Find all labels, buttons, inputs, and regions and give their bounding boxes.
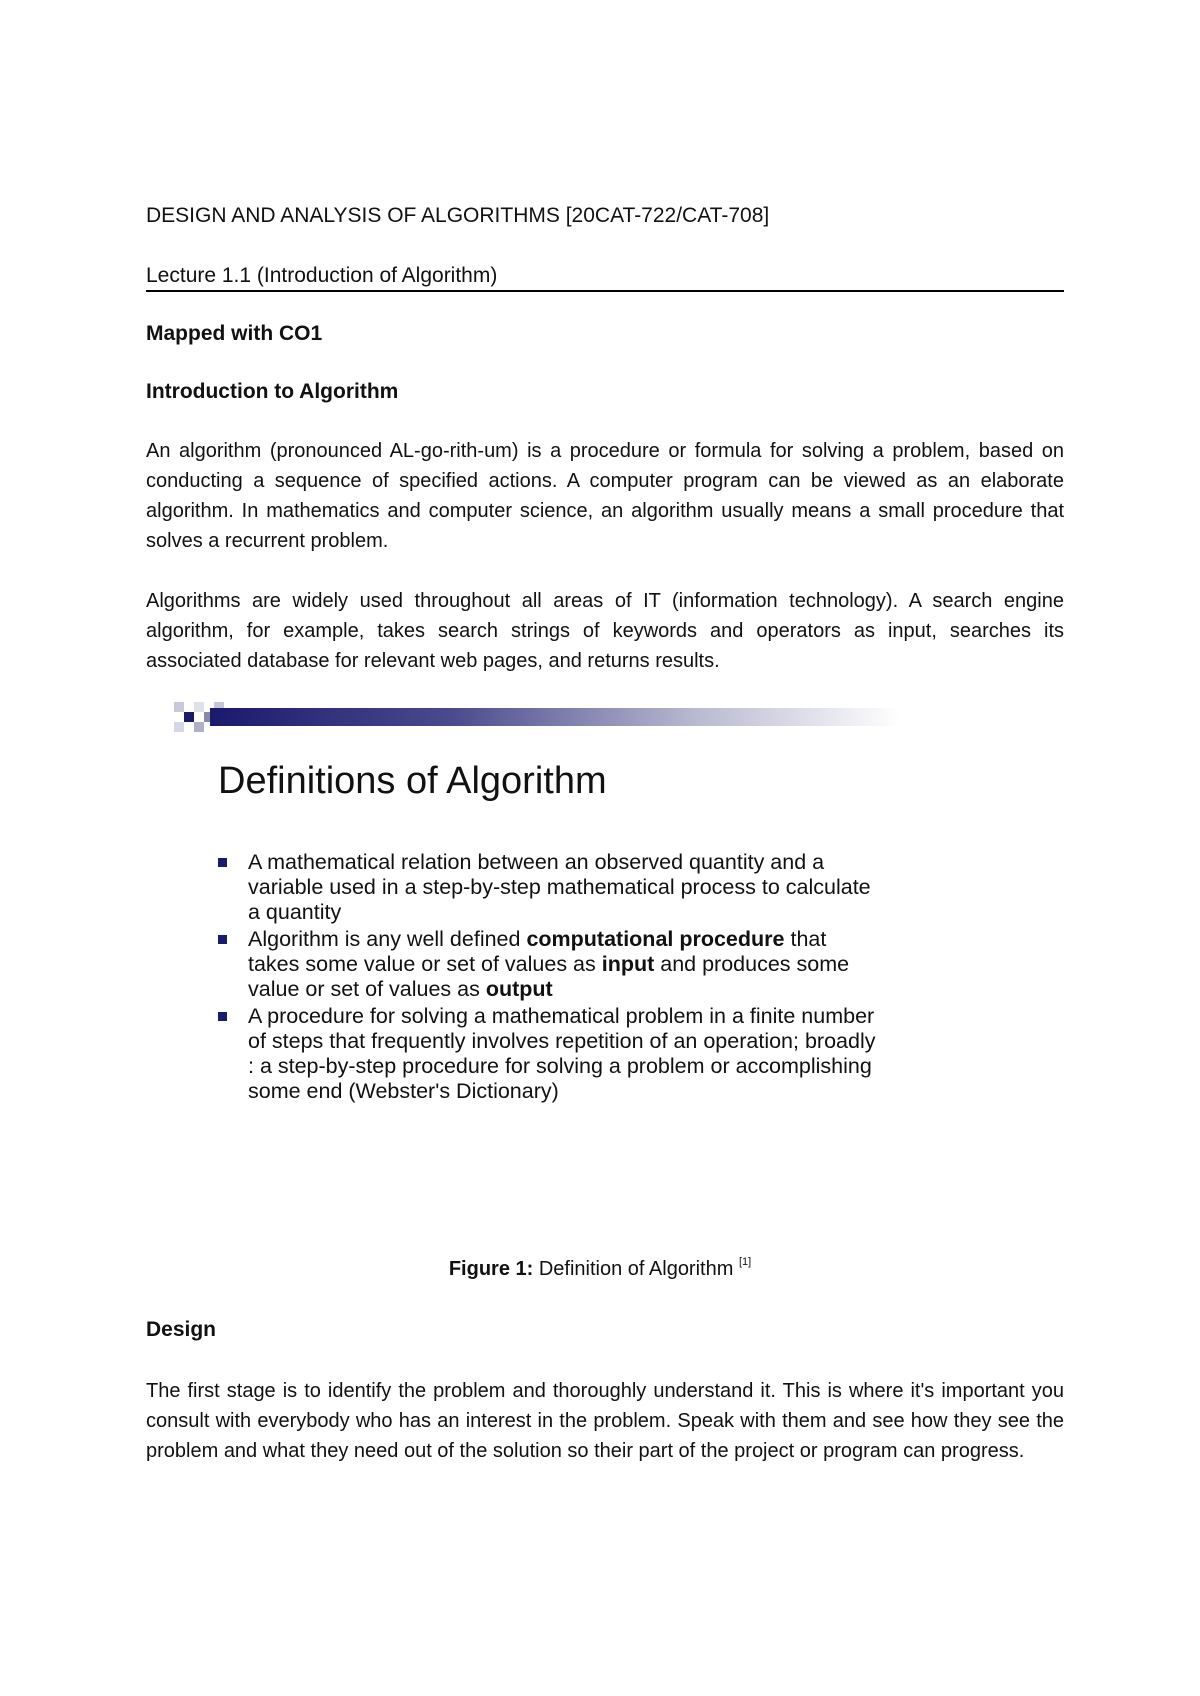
intro-paragraph-2: Algorithms are widely used throughout all areas of IT (information technology). A search engine algorithm, for example, takes search strings of keywords and operators as input, searches its associated database for relevant web pages, and returns results. (146, 590, 1064, 672)
bullet-square-icon (218, 935, 227, 944)
slide-bullet-2-bold-b: input (601, 952, 655, 976)
course-title: DESIGN AND ANALYSIS OF ALGORITHMS [20CAT-722/CAT-708] (146, 204, 770, 227)
slide-title: Definitions of Algorithm (218, 760, 607, 802)
figure-caption (0, 1258, 1200, 1281)
slide-bullet-2-text-c: and produces some value or set of values as (248, 952, 850, 1001)
slide-bullet-list (218, 850, 878, 1106)
slide-bullet-3 (218, 1004, 878, 1104)
design-paragraph: The first stage is to identify the problem and thoroughly understand it. This is where it's important you consult with everybody who has an interest in the problem. Speak with them and see how they see the problem and what they need out of the solution so their part of the project or program can progress. (146, 1380, 1064, 1462)
figure-caption-reference: [1] (738, 1256, 752, 1268)
lecture-title: Lecture 1.1 (Introduction of Algorithm) (146, 264, 1064, 292)
slide-bullet-3-text: A procedure for solving a mathematical problem in a finite number of steps that frequently involves repetition of an operation; broadly : a step-by-step procedure for solving a problem or accomplishing some end (Webster's Dictionary) (248, 1004, 876, 1103)
intro-heading: Introduction to Algorithm (146, 380, 399, 403)
slide-bullet-2 (218, 927, 878, 1002)
slide-bullet-2-bold-c: output (485, 977, 553, 1001)
design-heading: Design (146, 1318, 217, 1341)
slide-bullet-2-text-b: that takes some value or set of values as (248, 927, 827, 976)
bullet-square-icon (218, 858, 227, 867)
mapped-with-co: Mapped with CO1 (146, 322, 323, 345)
slide-bullet-1-text: A mathematical relation between an observed quantity and a variable used in a step-by-step mathematical process to calculate a quantity (248, 850, 871, 924)
definition-slide-image (170, 700, 876, 1180)
slide-bullet-1 (218, 850, 878, 925)
figure-caption-label: Figure 1: (448, 1258, 534, 1280)
intro-paragraph-1: An algorithm (pronounced AL-go-rith-um) is a procedure or formula for solving a problem, based on conducting a sequence of specified actions. A computer program can be viewed as an elaborate algorithm. In mathematics and computer science, an algorithm usually means a small procedure that solves a recurrent problem. (146, 440, 1064, 552)
figure-caption-text: Definition of Algorithm (533, 1258, 739, 1280)
slide-bullet-2-bold-a: computational procedure (526, 927, 785, 951)
slide-banner (210, 708, 900, 726)
slide-bullet-2-text-a: Algorithm is any well defined (248, 927, 527, 951)
bullet-square-icon (218, 1012, 227, 1021)
